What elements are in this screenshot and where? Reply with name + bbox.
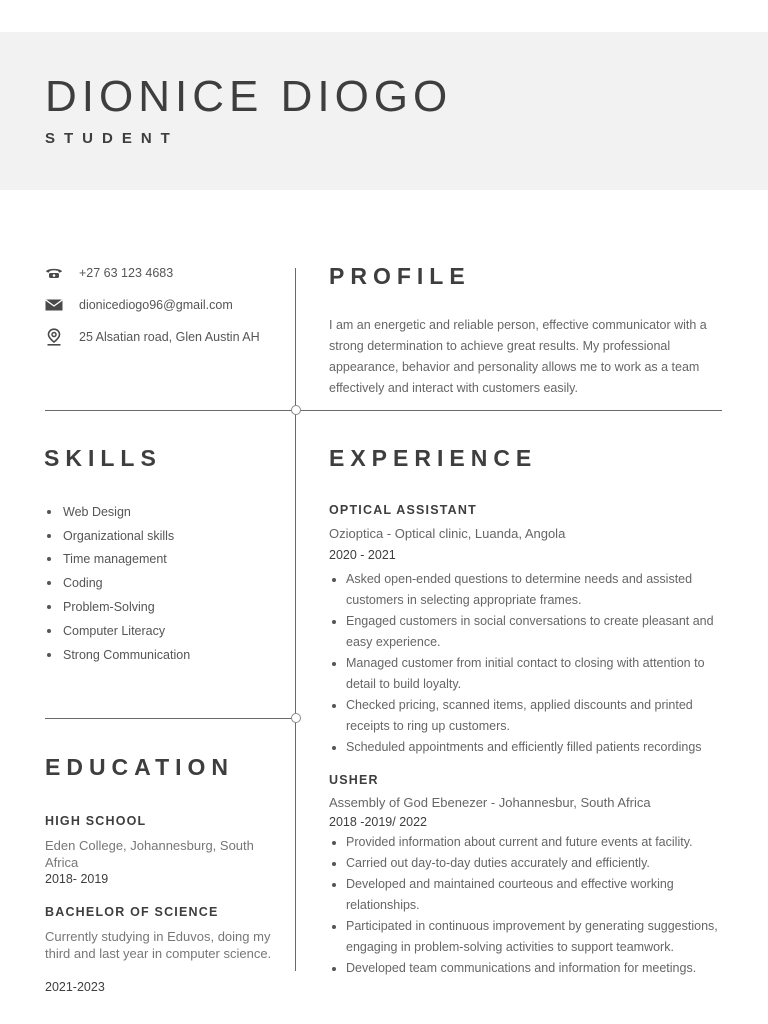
- list-item: Engaged customers in social conversations to create pleasant and easy experience.: [329, 611, 719, 653]
- job-organization: Ozioptica - Optical clinic, Luanda, Angola: [329, 526, 566, 541]
- list-item: Problem-Solving: [45, 595, 190, 619]
- divider-top: [45, 410, 722, 411]
- list-item: Developed team communications and information for meetings.: [329, 958, 719, 979]
- education-degree: BACHELOR OF SCIENCE: [45, 905, 219, 919]
- envelope-icon: [45, 297, 63, 313]
- list-item: Web Design: [45, 500, 190, 524]
- education-degree: HIGH SCHOOL: [45, 814, 147, 828]
- profile-text: I am an energetic and reliable person, effective communicator with a strong determination to achieve great results. My professional appearance, behavior and personality allows me to work as a team effectively and interact with customers easily.: [329, 318, 707, 395]
- list-item: Coding: [45, 571, 190, 595]
- list-item: Time management: [45, 548, 190, 572]
- job-title: USHER: [329, 773, 379, 787]
- job-title: OPTICAL ASSISTANT: [329, 503, 477, 517]
- vertical-divider: [295, 268, 296, 971]
- list-item: Managed customer from initial contact to closing with attention to detail to build loyalty.: [329, 653, 719, 695]
- list-item: Organizational skills: [45, 524, 190, 548]
- divider-bottom: [45, 718, 296, 719]
- list-item: Developed and maintained courteous and effective working relationships.: [329, 874, 719, 916]
- list-item: Checked pricing, scanned items, applied discounts and printed receipts to ring up customers.: [329, 695, 719, 737]
- contact-email-text[interactable]: dionicediogo96@gmail.com: [79, 298, 233, 312]
- person-name: DIONICE DIOGO: [45, 72, 453, 121]
- profile-title: PROFILE: [329, 263, 471, 289]
- location-pin-icon: [45, 329, 63, 345]
- list-item: Asked open-ended questions to determine needs and assisted customers in selecting appropriate frames.: [329, 569, 719, 611]
- job-duties-list: [329, 832, 719, 979]
- job-duties-list: [329, 569, 719, 758]
- contact-address-text: 25 Alsatian road, Glen Austin AH: [79, 330, 260, 344]
- education-dates: 2018- 2019: [45, 872, 109, 886]
- contact-phone-text: +27 63 123 4683: [79, 266, 174, 280]
- skills-title: SKILLS: [44, 445, 162, 471]
- list-item: Participated in continuous improvement by generating suggestions, engaging in problem-solving activities to support teamwork.: [329, 916, 719, 958]
- education-institution: Eden College, Johannesburg, South Africa: [45, 838, 254, 870]
- person-role: STUDENT: [45, 130, 179, 147]
- education-title: EDUCATION: [45, 754, 235, 780]
- list-item: Computer Literacy: [45, 619, 190, 643]
- job-organization: Assembly of God Ebenezer - Johannesbur, South Africa: [329, 795, 651, 810]
- contact-email: [45, 297, 233, 313]
- education-institution: Currently studying in Eduvos, doing my third and last year in computer science.: [45, 929, 272, 961]
- skills-list: [45, 500, 190, 667]
- experience-title: EXPERIENCE: [329, 445, 538, 471]
- list-item: Scheduled appointments and efficiently filled patients recordings: [329, 737, 719, 758]
- list-item: Strong Communication: [45, 643, 190, 667]
- list-item: Carried out day-to-day duties accurately and efficiently.: [329, 853, 719, 874]
- job-dates: 2020 - 2021: [329, 548, 396, 562]
- contact-address: [45, 329, 260, 345]
- divider-top-node: [291, 405, 301, 415]
- phone-icon: [45, 265, 63, 281]
- list-item: Provided information about current and future events at facility.: [329, 832, 719, 853]
- contact-phone: [45, 265, 173, 281]
- job-dates: 2018 -2019/ 2022: [329, 815, 428, 829]
- education-dates: 2021-2023: [45, 980, 105, 994]
- divider-bottom-node: [291, 713, 301, 723]
